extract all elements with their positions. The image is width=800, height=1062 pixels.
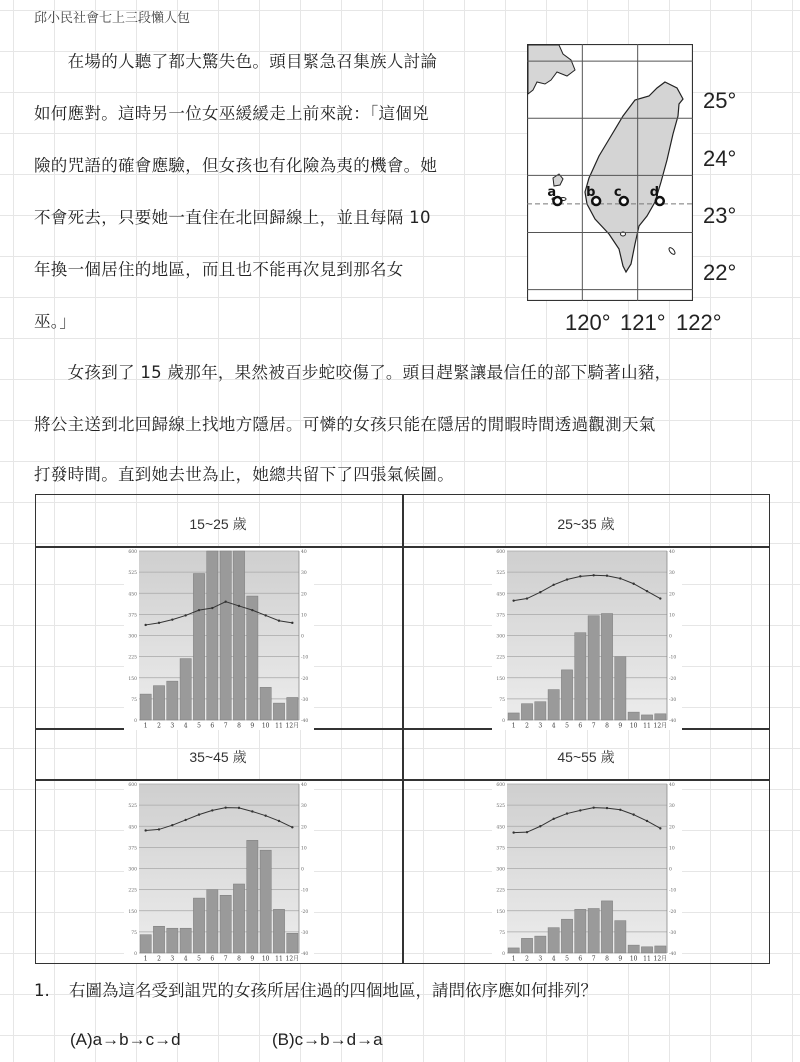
temperature-point (158, 622, 160, 624)
question-text: 右圖為這名受到詛咒的女孩所居住過的四個地區，請問依序應如何排列？ (69, 981, 597, 1000)
right-tick-label: -40 (669, 952, 677, 957)
story-line: 如何應對。這時另一位女巫緩緩走上前來說：「這個兇 (34, 104, 429, 123)
month-label: 8 (237, 722, 241, 730)
right-tick-label: 40 (669, 550, 675, 555)
precipitation-bar (615, 921, 626, 953)
temperature-point (566, 812, 568, 814)
left-tick-label: 75 (131, 930, 137, 936)
left-tick-label: 0 (502, 952, 505, 957)
left-tick-label: 450 (496, 592, 505, 598)
precipitation-bar (521, 938, 532, 953)
left-tick-label: 450 (496, 825, 505, 831)
right-tick-label: 20 (301, 825, 307, 831)
lat-label-25: 25° (703, 88, 737, 113)
temperature-point (291, 826, 293, 828)
right-tick-label: 20 (669, 592, 675, 598)
precipitation-bar (167, 928, 178, 953)
left-tick-label: 525 (128, 571, 137, 577)
right-tick-label: -10 (301, 655, 309, 661)
left-tick-label: 0 (134, 719, 137, 724)
left-tick-label: 525 (496, 804, 505, 810)
lat-label-22: 22° (703, 260, 737, 285)
temperature-point (619, 577, 621, 579)
temperature-point (659, 597, 661, 599)
precipitation-bar (535, 936, 546, 953)
left-tick-label: 600 (496, 783, 505, 788)
right-tick-label: -20 (301, 676, 309, 682)
left-tick-label: 525 (496, 571, 505, 577)
document-header: 邱小民社會七上三段懶人包 (34, 11, 191, 26)
right-tick-label: 20 (669, 825, 675, 831)
option-b[interactable]: (B)c→b→d→a (272, 1030, 383, 1049)
temperature-point (606, 807, 608, 809)
temperature-point (224, 806, 226, 808)
temperature-point (512, 599, 514, 601)
temperature-point (171, 824, 173, 826)
temperature-point (539, 825, 541, 827)
right-tick-label: -20 (669, 909, 677, 915)
left-tick-label: 150 (128, 909, 137, 915)
precipitation-bar (273, 703, 284, 720)
temperature-point (211, 809, 213, 811)
precipitation-bar (260, 850, 271, 953)
month-label: 3 (170, 722, 175, 730)
precipitation-bar (655, 714, 666, 720)
option-a[interactable]: (A)a→b→c→d (70, 1030, 181, 1049)
left-tick-label: 75 (499, 697, 505, 703)
story-line: 在場的人聽了都大驚失色。頭目緊急召集族人討論 (34, 52, 438, 71)
month-label: 4 (551, 722, 556, 730)
lon-label-120: 120° (565, 310, 611, 335)
right-tick-label: -30 (669, 930, 677, 936)
precipitation-bar (233, 551, 244, 720)
month-label: 10 (261, 722, 270, 730)
right-tick-label: -30 (301, 697, 309, 703)
month-label: 1 (143, 955, 148, 963)
month-label: 5 (565, 722, 569, 730)
right-tick-label: 30 (669, 571, 675, 577)
temperature-point (251, 609, 253, 611)
story-line: 不會死去，只要她一直住在北回歸線上，並且每隔 10 (34, 208, 431, 227)
right-tick-label: 0 (301, 867, 304, 873)
month-label: 12月 (653, 722, 668, 730)
precipitation-bar (561, 919, 572, 953)
precipitation-bar (508, 948, 519, 953)
temperature-point (198, 609, 200, 611)
taiwan-map-svg (527, 44, 693, 301)
month-label: 1 (511, 955, 516, 963)
lon-label-121: 121° (620, 310, 666, 335)
precipitation-bar (601, 901, 612, 953)
month-label: 3 (538, 722, 543, 730)
precipitation-bar (273, 909, 284, 953)
temperature-point (278, 820, 280, 822)
right-tick-label: 30 (301, 571, 307, 577)
precipitation-bar (575, 909, 586, 953)
temperature-point (238, 605, 240, 607)
month-label: 6 (578, 955, 583, 963)
right-tick-label: -40 (301, 952, 309, 957)
right-tick-label: 0 (669, 634, 672, 640)
month-label: 5 (197, 955, 201, 963)
location-label-a: a (547, 185, 557, 201)
month-label: 3 (170, 955, 175, 963)
story-line: 女孩到了 15 歲那年，果然被百步蛇咬傷了。頭目趕緊讓最信任的部下騎著山豬， (34, 363, 672, 382)
month-label: 9 (618, 722, 623, 730)
month-label: 12月 (285, 955, 300, 963)
month-label: 6 (578, 722, 583, 730)
month-label: 2 (157, 955, 161, 963)
left-tick-label: 375 (496, 613, 505, 619)
month-label: 10 (261, 955, 270, 963)
temperature-point (552, 818, 554, 820)
precipitation-bar (508, 713, 519, 720)
temperature-point (264, 814, 266, 816)
precipitation-bar (655, 946, 666, 953)
temperature-point (646, 820, 648, 822)
precipitation-bar (207, 551, 218, 720)
temperature-point (592, 574, 594, 576)
climate-chart-45-55 (492, 781, 682, 963)
temperature-point (619, 809, 621, 811)
left-tick-label: 450 (128, 825, 137, 831)
month-label: 7 (223, 722, 228, 730)
month-label: 9 (618, 955, 623, 963)
temperature-point (646, 590, 648, 592)
left-tick-label: 375 (496, 846, 505, 852)
precipitation-bar (140, 935, 151, 953)
month-label: 8 (605, 722, 609, 730)
temperature-point (291, 622, 293, 624)
left-tick-label: 300 (496, 867, 505, 873)
month-label: 2 (525, 955, 529, 963)
right-tick-label: 30 (669, 804, 675, 810)
lat-label-24: 24° (703, 146, 737, 171)
month-label: 10 (629, 955, 638, 963)
precipitation-bar (180, 659, 191, 720)
story-line: 年換一個居住的地區，而且也不能再次見到那名女 (34, 260, 404, 279)
precipitation-bar (548, 928, 559, 953)
climate-chart-25-35 (492, 548, 682, 730)
left-tick-label: 150 (496, 676, 505, 682)
location-label-d: d (649, 185, 660, 201)
left-tick-label: 600 (128, 783, 137, 788)
temperature-point (632, 583, 634, 585)
temperature-point (539, 591, 541, 593)
precipitation-bar (561, 670, 572, 720)
precipitation-bar (167, 681, 178, 720)
precipitation-bar (588, 616, 599, 720)
precipitation-bar (287, 697, 298, 720)
precipitation-bar (193, 898, 204, 953)
precipitation-bar (601, 614, 612, 720)
month-label: 9 (250, 722, 255, 730)
month-label: 11 (275, 955, 283, 963)
temperature-point (579, 809, 581, 811)
question-number: 1. (34, 981, 50, 1000)
cell-title-15-25: 15~25 歲 (189, 516, 247, 532)
month-label: 6 (210, 722, 215, 730)
precipitation-bar (247, 840, 258, 953)
month-label: 8 (237, 955, 241, 963)
temperature-point (606, 575, 608, 577)
precipitation-bar (260, 687, 271, 720)
left-tick-label: 450 (128, 592, 137, 598)
story-line: 險的咒語的確會應驗，但女孩也有化險為夷的機會。她 (34, 156, 438, 175)
climate-chart-35-45 (124, 781, 314, 963)
location-label-c: c (613, 185, 622, 201)
right-tick-label: -10 (669, 888, 677, 894)
precipitation-bar (521, 704, 532, 720)
cell-title-45-55: 45~55 歲 (557, 749, 615, 765)
precipitation-bar (615, 657, 626, 720)
month-label: 5 (565, 955, 569, 963)
month-label: 8 (605, 955, 609, 963)
precipitation-bar (641, 715, 652, 720)
left-tick-label: 150 (128, 676, 137, 682)
left-tick-label: 300 (128, 867, 137, 873)
right-tick-label: -10 (669, 655, 677, 661)
temperature-point (144, 624, 146, 626)
month-label: 6 (210, 955, 215, 963)
precipitation-bar (220, 551, 231, 720)
temperature-point (552, 584, 554, 586)
right-tick-label: -30 (669, 697, 677, 703)
temperature-point (238, 807, 240, 809)
month-label: 4 (183, 955, 188, 963)
left-tick-label: 525 (128, 804, 137, 810)
right-tick-label: -20 (669, 676, 677, 682)
taiwan-map (527, 44, 693, 301)
left-tick-label: 600 (496, 550, 505, 555)
left-tick-label: 300 (496, 634, 505, 640)
month-label: 11 (643, 722, 651, 730)
left-tick-label: 75 (131, 697, 137, 703)
temperature-point (211, 607, 213, 609)
lat-label-23: 23° (703, 203, 737, 228)
right-tick-label: -40 (669, 719, 677, 724)
temperature-point (264, 614, 266, 616)
right-tick-label: 0 (669, 867, 672, 873)
left-tick-label: 225 (496, 888, 505, 894)
temperature-point (566, 578, 568, 580)
precipitation-bar (247, 596, 258, 720)
precipitation-bar (233, 884, 244, 953)
right-tick-label: 30 (301, 804, 307, 810)
month-label: 1 (511, 722, 516, 730)
month-label: 2 (525, 722, 529, 730)
temperature-point (144, 829, 146, 831)
month-label: 10 (629, 722, 638, 730)
right-tick-label: 0 (301, 634, 304, 640)
precipitation-bar (588, 908, 599, 953)
month-label: 7 (223, 955, 228, 963)
left-tick-label: 300 (128, 634, 137, 640)
right-tick-label: 40 (669, 783, 675, 788)
month-label: 3 (538, 955, 543, 963)
left-tick-label: 225 (128, 888, 137, 894)
temperature-point (659, 827, 661, 829)
right-tick-label: 10 (301, 613, 307, 619)
left-tick-label: 75 (499, 930, 505, 936)
right-tick-label: -10 (301, 888, 309, 894)
left-tick-label: 0 (134, 952, 137, 957)
question-1 (34, 977, 597, 1001)
left-tick-label: 375 (128, 613, 137, 619)
temperature-point (224, 601, 226, 603)
month-label: 1 (143, 722, 148, 730)
temperature-point (579, 575, 581, 577)
precipitation-bar (287, 933, 298, 953)
precipitation-bar (207, 890, 218, 953)
temperature-point (171, 618, 173, 620)
left-tick-label: 225 (496, 655, 505, 661)
left-tick-label: 150 (496, 909, 505, 915)
month-label: 7 (591, 955, 596, 963)
lon-label-122: 122° (676, 310, 722, 335)
temperature-point (592, 806, 594, 808)
month-label: 2 (157, 722, 161, 730)
precipitation-bar (220, 895, 231, 953)
temperature-point (251, 810, 253, 812)
precipitation-bar (193, 574, 204, 720)
right-tick-label: 10 (301, 846, 307, 852)
temperature-point (632, 813, 634, 815)
right-tick-label: 20 (301, 592, 307, 598)
month-label: 4 (183, 722, 188, 730)
month-label: 4 (551, 955, 556, 963)
right-tick-label: -40 (301, 719, 309, 724)
temperature-point (184, 819, 186, 821)
left-tick-label: 375 (128, 846, 137, 852)
precipitation-bar (153, 686, 164, 720)
precipitation-bar (548, 690, 559, 720)
right-tick-label: 10 (669, 613, 675, 619)
temperature-point (526, 831, 528, 833)
left-tick-label: 225 (128, 655, 137, 661)
precipitation-bar (535, 702, 546, 720)
left-tick-label: 0 (502, 719, 505, 724)
story-line: 打發時間。直到她去世為止，她總共留下了四張氣候圖。 (34, 465, 454, 484)
temperature-point (158, 828, 160, 830)
climate-chart-15-25 (124, 548, 314, 730)
left-tick-label: 600 (128, 550, 137, 555)
cell-title-25-35: 25~35 歲 (557, 516, 615, 532)
precipitation-bar (575, 633, 586, 720)
cell-title-35-45: 35~45 歲 (189, 749, 247, 765)
temperature-point (198, 813, 200, 815)
month-label: 12月 (653, 955, 668, 963)
right-tick-label: 10 (669, 846, 675, 852)
month-label: 12月 (285, 722, 300, 730)
month-label: 11 (643, 955, 651, 963)
right-tick-label: -30 (301, 930, 309, 936)
precipitation-bar (140, 694, 151, 720)
precipitation-bar (628, 945, 639, 953)
month-label: 7 (591, 722, 596, 730)
month-label: 11 (275, 722, 283, 730)
temperature-point (278, 620, 280, 622)
precipitation-bar (180, 928, 191, 953)
precipitation-bar (628, 712, 639, 720)
right-tick-label: 40 (301, 550, 307, 555)
temperature-point (184, 614, 186, 616)
story-line: 巫。」 (34, 312, 77, 331)
right-tick-label: 40 (301, 783, 307, 788)
right-tick-label: -20 (301, 909, 309, 915)
temperature-point (512, 831, 514, 833)
story-line: 將公主送到北回歸線上找地方隱居。可憐的女孩只能在隱居的閒暇時間透過觀測天氣 (34, 415, 656, 434)
month-label: 5 (197, 722, 201, 730)
location-label-b: b (586, 185, 596, 201)
precipitation-bar (641, 947, 652, 953)
precipitation-bar (153, 926, 164, 953)
month-label: 9 (250, 955, 255, 963)
temperature-point (526, 597, 528, 599)
